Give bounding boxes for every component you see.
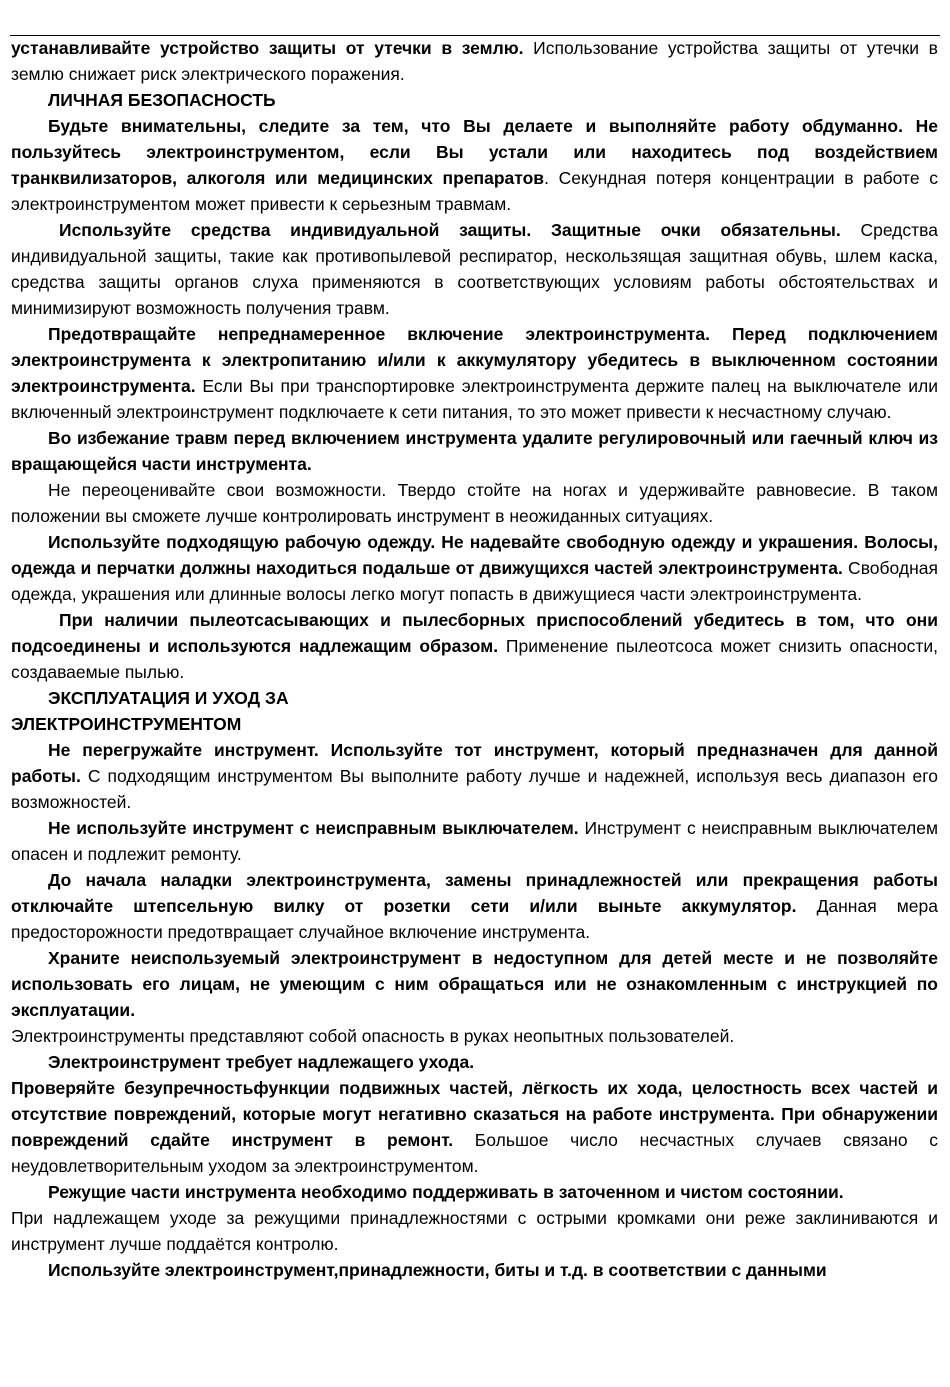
document-page — [11, 35, 938, 1283]
bold-lead: Используйте средства индивидуальной защиты. Защитные очки обязательны. — [59, 220, 841, 240]
paragraph-inspect-parts — [11, 1075, 938, 1179]
bold-lead: Будьте внимательны, следите за тем, что Вы делаете и выполняйте работу обдуманно. Не пользуйтесь электроинструментом, если Вы устали или находитесь под воздействием транквилизаторов, алкоголя или медицинских препаратов — [11, 116, 938, 188]
paragraph-attention — [11, 113, 938, 217]
bold-lead: Используйте электроинструмент,принадлежности, биты и т.д. в соответствии с данными — [48, 1260, 827, 1280]
paragraph-footing — [11, 477, 938, 529]
bold-lead: До начала наладки электроинструмента, замены принадлежностей или прекращения работы отключайте штепсельную вилку от розетки сети и/или выньте аккумулятор. — [11, 870, 938, 916]
bold-lead: Во избежание травм перед включением инструмента удалите регулировочный или гаечный ключ из вращающейся части инструмента. — [11, 428, 938, 474]
body-text: Данная мера предосторожности предотвращает случайное включение инструмента. — [11, 896, 938, 942]
body-text: Применение пылеотсоса может снизить опасности, создаваемые пылью. — [11, 636, 938, 682]
paragraph-dust-extraction — [11, 607, 938, 685]
body-text: . Секундная потеря концентрации в работе с электроинструментом может привести к серьезным травмам. — [11, 168, 938, 214]
body-text: Электроинструменты представляют собой опасность в руках неопытных пользователей. — [11, 1026, 735, 1046]
bold-lead: Не перегружайте инструмент. Используйте тот инструмент, который предназначен для данной работы. — [11, 740, 938, 786]
paragraph-sharp-edges — [11, 1205, 938, 1257]
paragraph-faulty-switch — [11, 815, 938, 867]
bold-lead: Предотвращайте непреднамеренное включение электроинструмента. Перед подключением электроинструмента к электропитанию и/или к аккумулятору убедитесь в выключенном состоянии электроинструмента. — [11, 324, 938, 396]
bold-lead: Проверяйте безупречностьфункции подвижных частей, лёгкость их хода, целостность всех частей и отсутствие повреждений, которые могут негативно сказаться на работе инструмента. При обнаружении повреждений сдайте инструмент в ремонт. — [11, 1078, 938, 1150]
paragraph-protective-equipment — [11, 217, 938, 321]
bold-lead: Режущие части инструмента необходимо поддерживать в заточенном и чистом состоянии. — [48, 1182, 844, 1202]
bold-lead: Электроинструмент требует надлежащего ухода. — [48, 1052, 475, 1072]
body-text: Не переоценивайте свои возможности. Твердо стойте на ногах и удерживайте равновесие. В таком положении вы сможете лучше контролировать инструмент в неожиданных ситуациях. — [11, 480, 938, 526]
body-text: Если Вы при транспортировке электроинструмента держите палец на выключателе или включенный электроинструмент подключаете к сети питания, то это может привести к несчастному случаю. — [11, 376, 938, 422]
body-text: Большое число несчастных случаев связано с неудовлетворительным уходом за электроинструментом. — [11, 1130, 938, 1176]
paragraph-unintended-start — [11, 321, 938, 425]
paragraph-no-overload — [11, 737, 938, 815]
paragraph-care — [11, 1049, 938, 1075]
paragraph-rcd — [11, 35, 938, 87]
body-text: Использование устройства защиты от утечки в землю снижает риск электрического поражения. — [11, 38, 938, 84]
body-text: Средства индивидуальной защиты, такие как противопылевой респиратор, нескользящая защитная обувь, шлем каска, средства защиты органов слуха применяются в соответствующих условиям работы обстоятельствах и минимизируют возможность получения травм. — [11, 220, 938, 318]
paragraph-disconnect — [11, 867, 938, 945]
body-text: При надлежащем уходе за режущими принадлежностями с острыми кромками они реже заклиниваются и инструмент лучше поддаётся контролю. — [11, 1208, 938, 1254]
section-heading-operation-cont: ЭЛЕКТРОИНСТРУМЕНТОМ — [11, 714, 242, 734]
paragraph-storage — [11, 945, 938, 1023]
bold-lead: Храните неиспользуемый электроинструмент в недоступном для детей месте и не позволяйте использовать его лицам, не умеющим с ним обращаться или не ознакомленным с инструкцией по эксплуатации. — [11, 948, 938, 1020]
paragraph-inexperienced-users — [11, 1023, 938, 1049]
body-text: Инструмент с неисправным выключателем опасен и подлежит ремонту. — [11, 818, 939, 864]
section-heading-personal-safety: ЛИЧНАЯ БЕЗОПАСНОСТЬ — [48, 90, 276, 110]
bold-lead: устанавливайте устройство защиты от утечки в землю. — [11, 38, 524, 58]
paragraph-remove-key — [11, 425, 938, 477]
section-heading-operation: ЭКСПЛУАТАЦИЯ И УХОД ЗА — [48, 688, 289, 708]
bold-lead: Не используйте инструмент с неисправным выключателем. — [48, 818, 579, 838]
bold-lead: Используйте подходящую рабочую одежду. Не надевайте свободную одежду и украшения. Волосы, одежда и перчатки должны находиться подальше от движущихся частей электроинструмента. — [11, 532, 938, 578]
paragraph-clothing — [11, 529, 938, 607]
bold-lead: При наличии пылеотсасывающих и пылесборных приспособлений убедитесь в том, что они подсоединены и используются надлежащим образом. — [11, 610, 938, 656]
body-text: С подходящим инструментом Вы выполните работу лучше и надежней, используя весь диапазон его возможностей. — [11, 766, 938, 812]
paragraph-use-accordingly — [11, 1257, 938, 1283]
paragraph-cutting-parts — [11, 1179, 938, 1205]
body-text: Свободная одежда, украшения или длинные волосы легко могут попасть в движущиеся части электроинструмента. — [11, 558, 938, 604]
